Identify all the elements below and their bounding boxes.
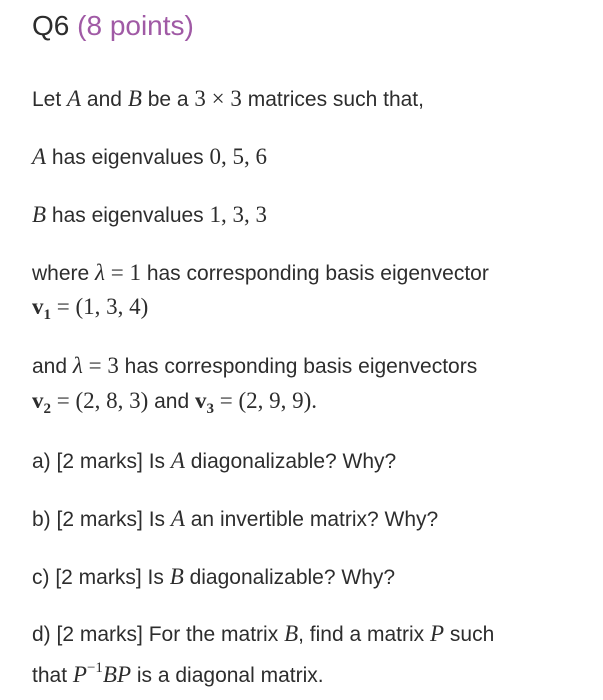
lambda-three-statement: and λ = 3 has corresponding basis eigenvectors	[32, 353, 478, 378]
math-matrix-a: A	[67, 86, 82, 111]
part-c-question: c) [2 marks] Is B diagonalizable? Why?	[32, 564, 396, 589]
math-matrix-b: B	[127, 86, 142, 111]
math-matrix-size: 3 × 3	[194, 86, 242, 111]
math-eigenvalues-a: 0, 5, 6	[209, 144, 268, 169]
part-b-question: b) [2 marks] Is A an invertible matrix? Why?	[32, 506, 439, 531]
part-d-question-line1: d) [2 marks] For the matrix B, find a matrix P such	[32, 621, 495, 646]
question-title	[32, 8, 194, 44]
math-matrix-b: B	[32, 202, 47, 227]
math-matrix-a: A	[32, 144, 47, 169]
math-eigenvalues-b: 1, 3, 3	[209, 202, 268, 227]
question-points: (8 points)	[77, 10, 194, 41]
lambda-one-statement: where λ = 1 has corresponding basis eigenvector	[32, 260, 489, 285]
question-number: Q6	[32, 10, 70, 41]
math-lambda: λ	[95, 260, 105, 285]
b-eigenvalues-statement: B has eigenvalues 1, 3, 3	[32, 202, 268, 227]
part-d-question-line2: that $P^{-1}BP$ is a diagonal matrix.	[32, 660, 324, 687]
a-eigenvalues-statement: A has eigenvalues 0, 5, 6	[32, 144, 268, 169]
intro-statement: Let A and B be a 3 × 3 matrices such that,	[32, 86, 424, 111]
part-a-question: a) [2 marks] Is A diagonalizable? Why?	[32, 448, 397, 473]
math-lambda: λ	[72, 353, 83, 378]
eigenvector-v1: $v_1 = (1$, 3, 4)	[32, 294, 149, 323]
eigenvectors-v2-v3: $v_2 = (2$, 8, 3) and $v_3 = (2$, 9, 9).	[32, 388, 318, 417]
